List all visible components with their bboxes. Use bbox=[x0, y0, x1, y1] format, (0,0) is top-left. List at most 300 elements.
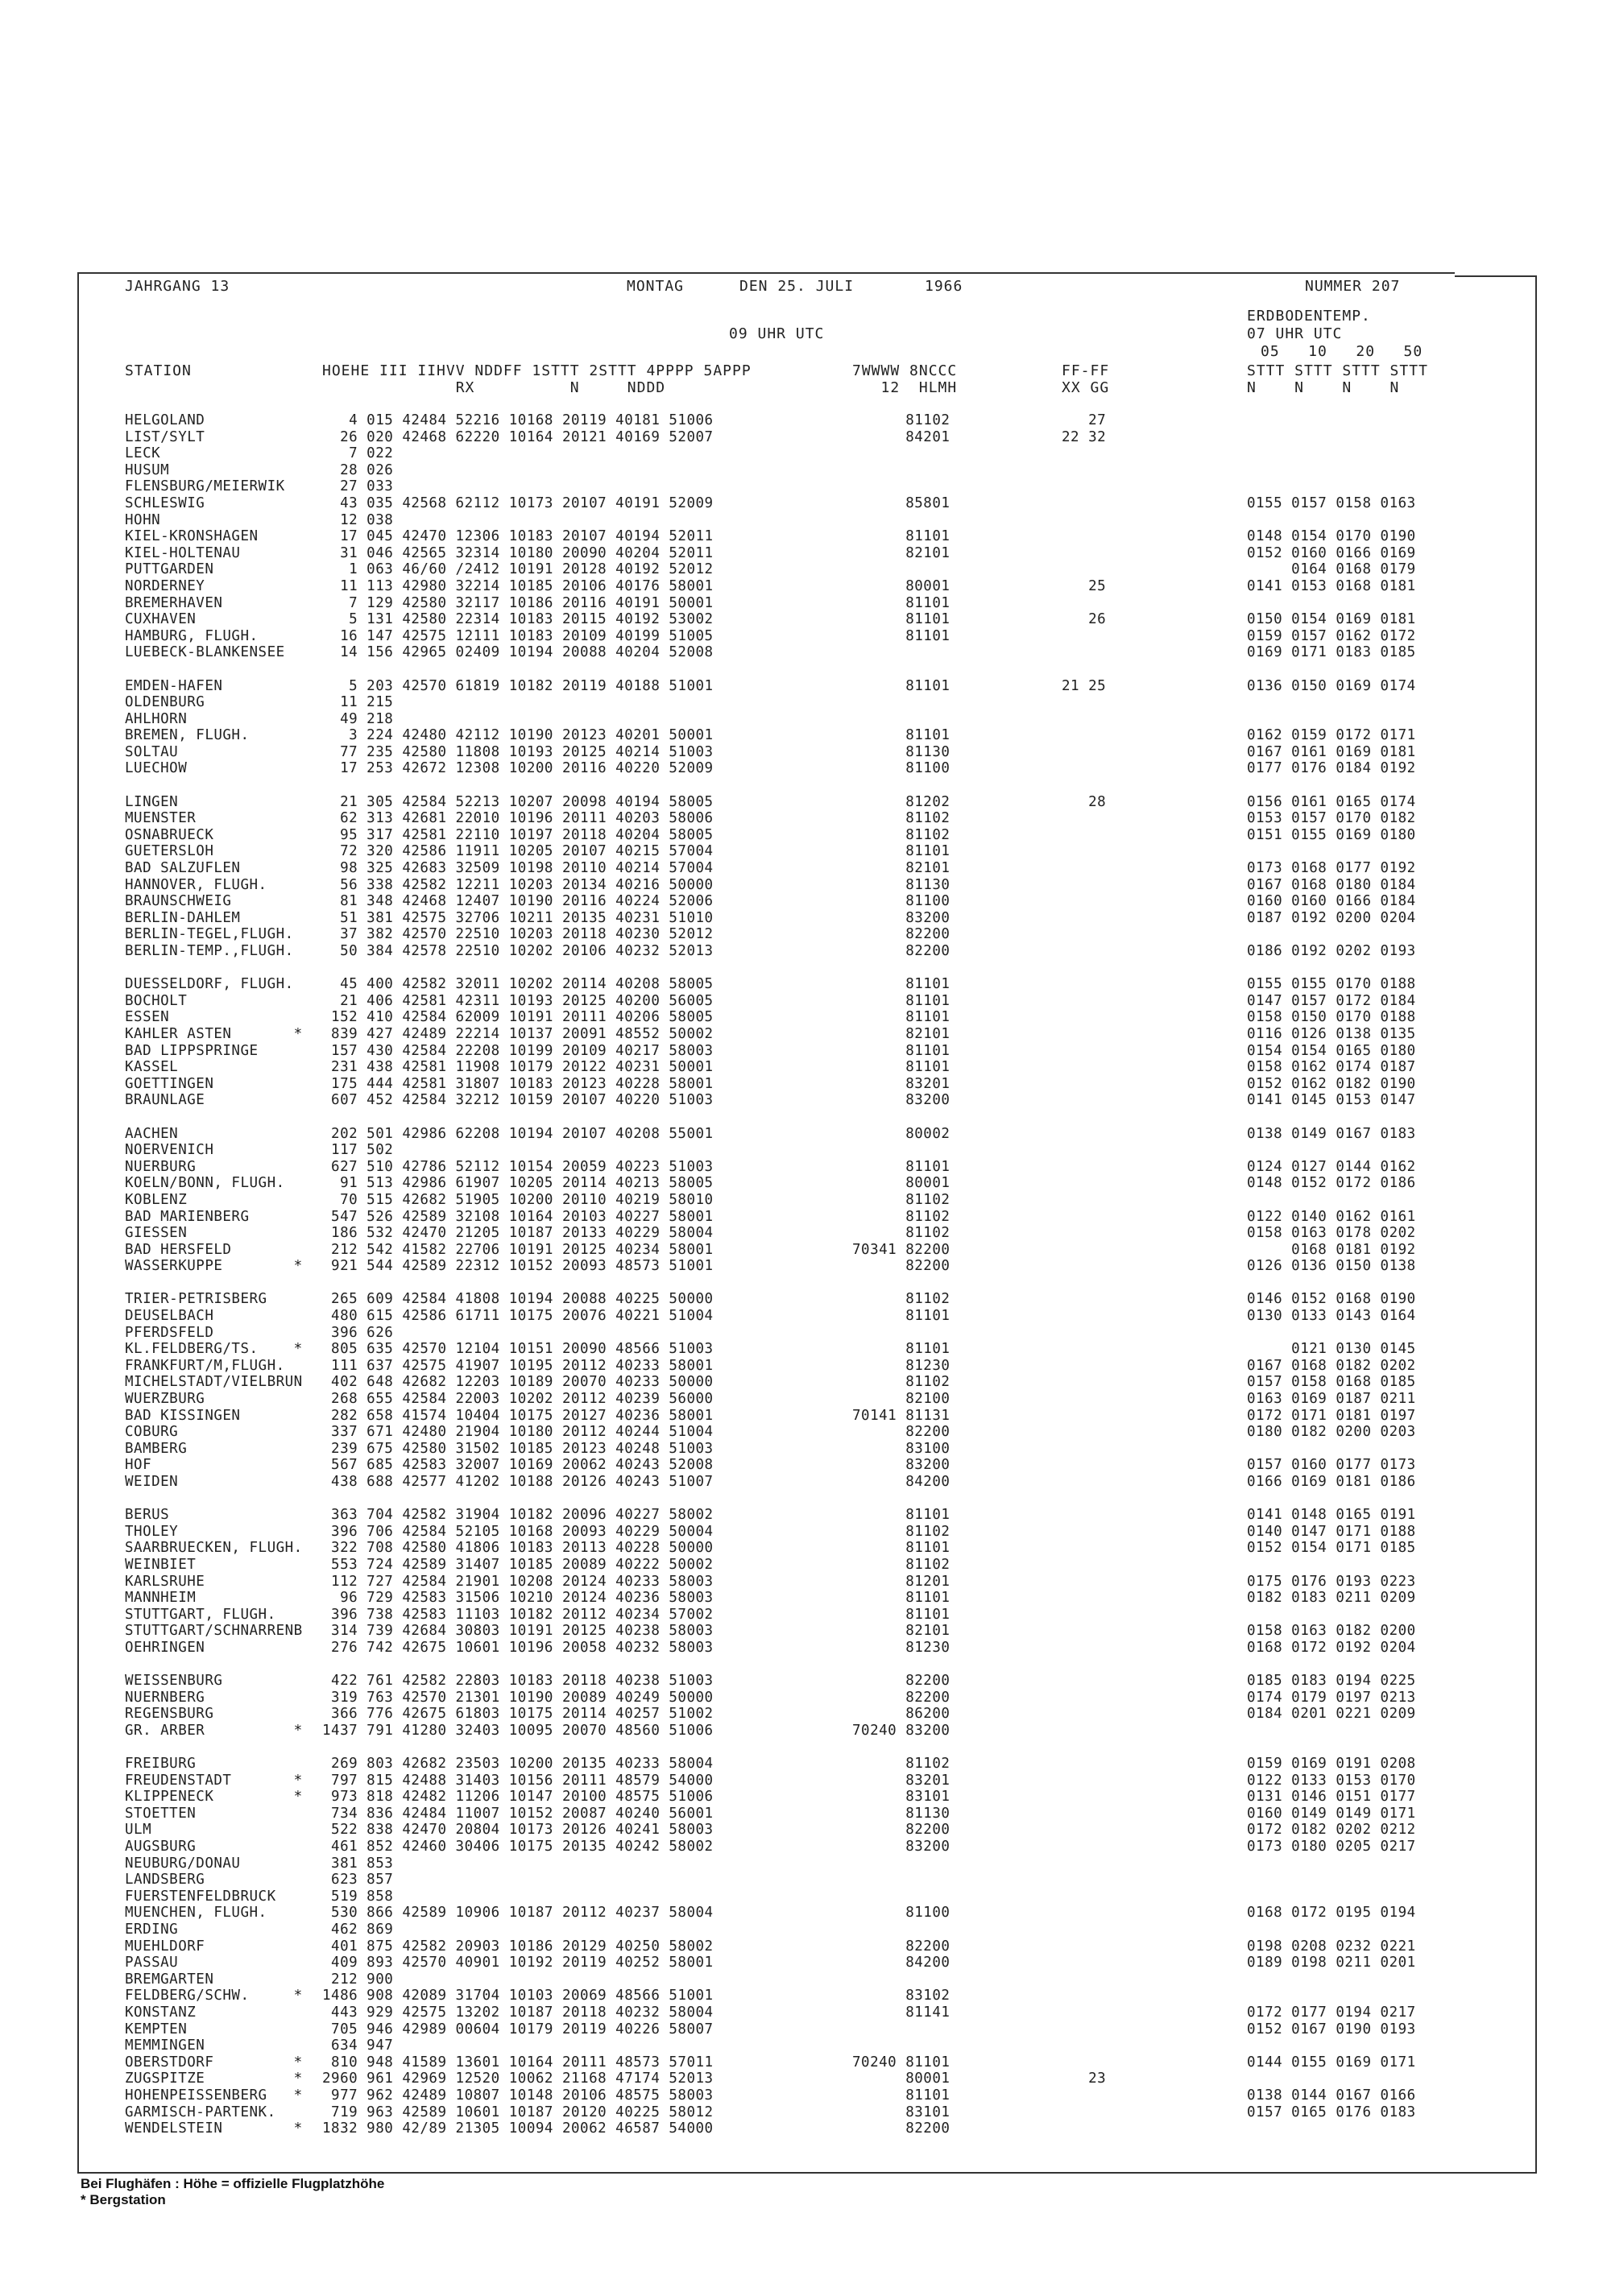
table-row-synop-data: 461 852 42460 30406 10175 20135 40242 58002 bbox=[322, 1839, 714, 1855]
table-row-station-name: BERLIN-TEGEL,FLUGH. bbox=[125, 926, 294, 943]
table-row-weather-group: 81100 bbox=[852, 1905, 950, 1922]
table-row-weather-group: 81141 bbox=[852, 2004, 950, 2021]
table-row-station-name bbox=[125, 1109, 303, 1126]
table-row-weather-group: 83100 bbox=[852, 1440, 950, 1457]
table-row-weather-group: 81101 bbox=[852, 1507, 950, 1524]
table-row-soil-temps: 0168 0172 0195 0194 bbox=[1247, 1905, 1416, 1922]
footnote-mountain-station: * Bergstation bbox=[81, 2192, 166, 2207]
table-row-synop-data: 547 526 42589 32108 10164 20103 40227 58001 bbox=[322, 1208, 714, 1225]
table-row-station-name: MUENCHEN, FLUGH. bbox=[125, 1905, 267, 1922]
table-row-soil-temps: 0158 0150 0170 0188 bbox=[1247, 1009, 1416, 1026]
table-row-wind-gust bbox=[1062, 1242, 1106, 1259]
table-row-weather-group bbox=[852, 1142, 950, 1159]
table-row-soil-temps: 0152 0154 0171 0185 bbox=[1247, 1540, 1416, 1557]
table-row-station-name: KOELN/BONN, FLUGH. bbox=[125, 1175, 285, 1192]
table-row-wind-gust bbox=[1062, 744, 1106, 761]
table-row-weather-group: 81102 bbox=[852, 1291, 950, 1308]
table-row-station-name: BREMEN, FLUGH. bbox=[125, 727, 250, 744]
table-row-station-name: FELDBERG/SCHW. * bbox=[125, 1988, 303, 2004]
table-row-soil-temps: 0186 0192 0202 0193 bbox=[1247, 943, 1416, 959]
table-row-wind-gust bbox=[1062, 1822, 1106, 1839]
table-row-station-name: BOCHOLT bbox=[125, 992, 188, 1009]
table-row-wind-gust bbox=[1062, 1756, 1106, 1773]
table-row-weather-group: 81130 bbox=[852, 1805, 950, 1822]
table-row-station-name: LANDSBERG bbox=[125, 1872, 205, 1889]
weather-group-column bbox=[852, 412, 950, 2137]
table-row-soil-temps: 0148 0152 0172 0186 bbox=[1247, 1175, 1416, 1192]
table-row-station-name: HELGOLAND bbox=[125, 412, 205, 428]
table-row-soil-temps bbox=[1247, 843, 1416, 860]
table-row-synop-data: 322 708 42580 41806 10183 20113 40228 50000 bbox=[322, 1540, 714, 1557]
table-row-station-name: WASSERKUPPE * bbox=[125, 1258, 303, 1275]
main-column-header: HOEHE III IIHVV NDDFF 1STTT 2STTT 4PPPP 5APPP bbox=[322, 362, 752, 379]
table-row-wind-gust bbox=[1062, 2021, 1106, 2038]
table-row-weather-group: 83200 bbox=[852, 1457, 950, 1474]
table-row-weather-group: 81102 bbox=[852, 1756, 950, 1773]
table-row-synop-data: 31 046 42565 32314 10180 20090 40204 52011 bbox=[322, 544, 714, 561]
table-row-synop-data bbox=[322, 1740, 714, 1756]
table-row-station-name: OEHRINGEN bbox=[125, 1639, 205, 1656]
table-row-weather-group: 81101 bbox=[852, 1308, 950, 1325]
table-row-weather-group bbox=[852, 1491, 950, 1508]
table-row-synop-data: 977 962 42489 10807 10148 20106 48575 58003 bbox=[322, 2087, 714, 2104]
table-row-weather-group: 82200 bbox=[852, 1822, 950, 1839]
table-row-soil-temps: 0159 0157 0162 0172 bbox=[1247, 627, 1416, 644]
soil-temperature-column bbox=[1247, 412, 1416, 2137]
table-row-synop-data: 530 866 42589 10906 10187 20112 40237 58004 bbox=[322, 1905, 714, 1922]
table-row-station-name: KONSTANZ bbox=[125, 2004, 197, 2021]
table-row-station-name bbox=[125, 1740, 303, 1756]
table-row-weather-group: 81101 bbox=[852, 1059, 950, 1076]
table-row-wind-gust bbox=[1062, 1325, 1106, 1342]
table-row-weather-group bbox=[852, 1971, 950, 1988]
table-row-station-name: LECK bbox=[125, 445, 161, 462]
table-row-wind-gust bbox=[1062, 910, 1106, 927]
table-row-synop-data bbox=[322, 960, 714, 977]
table-row-synop-data: 973 818 42482 11206 10147 20100 48575 51006 bbox=[322, 1789, 714, 1806]
weather-column-header: 7WWWW 8NCCC bbox=[852, 362, 958, 379]
table-row-soil-temps: 0158 0163 0182 0200 bbox=[1247, 1623, 1416, 1640]
table-row-soil-temps: 0126 0136 0150 0138 bbox=[1247, 1258, 1416, 1275]
table-row-weather-group: 82200 bbox=[852, 926, 950, 943]
table-row-synop-data: 27 033 bbox=[322, 478, 394, 495]
table-row-weather-group: 82200 bbox=[852, 1938, 950, 1955]
table-row-soil-temps bbox=[1247, 1872, 1416, 1889]
table-row-weather-group: 81101 bbox=[852, 1158, 950, 1175]
table-row-synop-data: 7 022 bbox=[322, 445, 394, 462]
table-row-synop-data: 268 655 42584 22003 10202 20112 40239 56000 bbox=[322, 1391, 714, 1408]
table-row-synop-data: 553 724 42589 31407 10185 20089 40222 50002 bbox=[322, 1556, 714, 1573]
table-row-weather-group: 70240 81101 bbox=[852, 2054, 950, 2071]
table-row-soil-temps: 0138 0144 0167 0166 bbox=[1247, 2087, 1416, 2104]
table-row-synop-data: 366 776 42675 61803 10175 20114 40257 51002 bbox=[322, 1706, 714, 1723]
table-row-synop-data: 17 253 42672 12308 10200 20116 40220 52009 bbox=[322, 760, 714, 777]
table-row-weather-group: 81101 bbox=[852, 611, 950, 628]
table-row-wind-gust bbox=[1062, 1457, 1106, 1474]
table-row-weather-group bbox=[852, 661, 950, 678]
table-row-wind-gust bbox=[1062, 1971, 1106, 1988]
table-row-wind-gust: 27 bbox=[1062, 412, 1107, 428]
table-row-station-name: COBURG bbox=[125, 1424, 179, 1441]
table-row-station-name: LUEBECK-BLANKENSEE bbox=[125, 644, 285, 661]
table-row-station-name: PFERDSFELD bbox=[125, 1324, 214, 1341]
table-row-synop-data: 3 224 42480 42112 10190 20123 40201 50001 bbox=[322, 727, 714, 744]
weather-column-subheader: 12 HLMH bbox=[852, 379, 958, 396]
table-row-soil-temps bbox=[1247, 1275, 1416, 1292]
table-row-wind-gust bbox=[1062, 1341, 1106, 1358]
table-row-wind-gust: 21 25 bbox=[1062, 677, 1107, 694]
table-row-wind-gust bbox=[1062, 1773, 1106, 1789]
table-row-weather-group: 81130 bbox=[852, 743, 950, 760]
table-row-weather-group: 81101 bbox=[852, 1590, 950, 1607]
table-row-soil-temps: 0116 0126 0138 0135 bbox=[1247, 1025, 1416, 1042]
table-row-wind-gust: 28 bbox=[1062, 793, 1107, 810]
table-row-station-name bbox=[125, 960, 303, 977]
table-row-station-name: GOETTINGEN bbox=[125, 1075, 214, 1092]
table-row-wind-gust bbox=[1062, 727, 1106, 744]
table-row-synop-data: 50 384 42578 22510 10202 20106 40232 52013 bbox=[322, 943, 714, 959]
table-row-soil-temps bbox=[1247, 445, 1416, 462]
table-row-wind-gust bbox=[1062, 1740, 1106, 1756]
table-row-soil-temps: 0164 0168 0179 bbox=[1247, 561, 1416, 578]
table-row-soil-temps bbox=[1247, 1142, 1416, 1159]
table-row-weather-group: 81101 bbox=[852, 976, 950, 993]
table-row-wind-gust bbox=[1062, 545, 1106, 562]
table-row-weather-group: 81101 bbox=[852, 1042, 950, 1059]
table-row-wind-gust bbox=[1062, 1209, 1106, 1226]
table-row-weather-group bbox=[852, 1657, 950, 1673]
table-row-wind-gust bbox=[1062, 893, 1106, 910]
table-row-synop-data: 212 542 41582 22706 10191 20125 40234 58001 bbox=[322, 1241, 714, 1258]
table-row-weather-group: 86200 bbox=[852, 1706, 950, 1723]
table-row-station-name: BAMBERG bbox=[125, 1440, 188, 1457]
table-row-weather-group: 81101 bbox=[852, 2087, 950, 2104]
table-row-soil-temps: 0198 0208 0232 0221 bbox=[1247, 1938, 1416, 1955]
table-row-wind-gust bbox=[1062, 1723, 1106, 1740]
table-row-soil-temps bbox=[1247, 1855, 1416, 1872]
table-row-wind-gust bbox=[1062, 495, 1106, 512]
table-row-synop-data: 77 235 42580 11808 10193 20125 40214 51003 bbox=[322, 743, 714, 760]
table-row-synop-data: 480 615 42586 61711 10175 20076 40221 51004 bbox=[322, 1308, 714, 1325]
table-row-wind-gust bbox=[1062, 1789, 1106, 1806]
table-row-soil-temps: 0167 0168 0180 0184 bbox=[1247, 876, 1416, 893]
table-row-wind-gust bbox=[1062, 1159, 1106, 1176]
jahrgang-label: JAHRGANG 13 bbox=[125, 278, 230, 295]
table-row-station-name: BERLIN-TEMP.,FLUGH. bbox=[125, 943, 294, 959]
table-row-station-name: PUTTGARDEN bbox=[125, 561, 214, 578]
table-row-wind-gust bbox=[1062, 1408, 1106, 1425]
table-row-station-name: STOETTEN bbox=[125, 1805, 197, 1822]
table-row-wind-gust bbox=[1062, 1374, 1106, 1391]
table-row-soil-temps: 0121 0130 0145 bbox=[1247, 1341, 1416, 1358]
table-row-synop-data: 282 658 41574 10404 10175 20127 40236 58001 bbox=[322, 1407, 714, 1424]
table-row-weather-group: 81102 bbox=[852, 1374, 950, 1391]
table-row-wind-gust bbox=[1062, 827, 1106, 844]
wind-column-header: FF-FF bbox=[1062, 362, 1110, 379]
table-row-weather-group bbox=[852, 711, 950, 728]
table-row-weather-group: 81102 bbox=[852, 1191, 950, 1208]
table-row-station-name: BREMERHAVEN bbox=[125, 594, 223, 611]
table-row-wind-gust bbox=[1062, 993, 1106, 1010]
table-row-weather-group: 80001 bbox=[852, 577, 950, 594]
table-row-station-name: ERDING bbox=[125, 1922, 179, 1938]
table-row-station-name: GIESSEN bbox=[125, 1225, 188, 1242]
table-row-synop-data: 381 853 bbox=[322, 1855, 394, 1872]
table-row-soil-temps: 0185 0183 0194 0225 bbox=[1247, 1673, 1416, 1690]
table-row-station-name: WEISSENBURG bbox=[125, 1673, 223, 1690]
table-row-station-name: WENDELSTEIN * bbox=[125, 2120, 303, 2137]
table-row-synop-data: 81 348 42468 12407 10190 20116 40224 52006 bbox=[322, 893, 714, 910]
table-row-weather-group bbox=[852, 1855, 950, 1872]
table-row-synop-data: 2960 961 42969 12520 10062 21168 47174 52013 bbox=[322, 2071, 714, 2087]
table-row-synop-data: 409 893 42570 40901 10192 20119 40252 58001 bbox=[322, 1955, 714, 1971]
table-row-soil-temps bbox=[1247, 1922, 1416, 1938]
table-row-wind-gust bbox=[1062, 1026, 1106, 1043]
table-row-station-name: MANNHEIM bbox=[125, 1590, 197, 1607]
table-row-synop-data: 1832 980 42/89 21305 10094 20062 46587 54000 bbox=[322, 2120, 714, 2137]
table-row-soil-temps: 0130 0133 0143 0164 bbox=[1247, 1308, 1416, 1325]
table-row-wind-gust: 23 bbox=[1062, 2071, 1107, 2087]
table-row-weather-group: 82200 bbox=[852, 1689, 950, 1706]
table-row-synop-data: 112 727 42584 21901 10208 20124 40233 58003 bbox=[322, 1573, 714, 1590]
table-row-soil-temps: 0141 0148 0165 0191 bbox=[1247, 1507, 1416, 1524]
table-row-soil-temps: 0172 0182 0202 0212 bbox=[1247, 1822, 1416, 1839]
table-row-station-name bbox=[125, 1657, 303, 1673]
issue-number: NUMMER 207 bbox=[1305, 278, 1401, 295]
table-row-wind-gust bbox=[1062, 1938, 1106, 1955]
table-row-wind-gust bbox=[1062, 960, 1106, 977]
table-row-synop-data: 319 763 42570 21301 10190 20089 40249 50000 bbox=[322, 1689, 714, 1706]
table-row-synop-data: 175 444 42581 31807 10183 20123 40228 58001 bbox=[322, 1075, 714, 1092]
table-row-synop-data: 202 501 42986 62208 10194 20107 40208 55001 bbox=[322, 1125, 714, 1142]
table-row-synop-data: 522 838 42470 20804 10173 20126 40241 58003 bbox=[322, 1822, 714, 1839]
table-row-soil-temps: 0184 0201 0221 0209 bbox=[1247, 1706, 1416, 1723]
table-row-synop-data: 567 685 42583 32007 10169 20062 40243 52008 bbox=[322, 1457, 714, 1474]
table-row-wind-gust bbox=[1062, 1607, 1106, 1624]
table-row-synop-data bbox=[322, 1491, 714, 1508]
table-row-synop-data: 152 410 42584 62009 10191 20111 40206 58005 bbox=[322, 1009, 714, 1026]
table-row-weather-group: 84200 bbox=[852, 1474, 950, 1490]
table-row-weather-group: 85801 bbox=[852, 494, 950, 511]
table-row-weather-group: 83200 bbox=[852, 1839, 950, 1855]
table-row-wind-gust bbox=[1062, 777, 1106, 794]
table-row-synop-data: 21 406 42581 42311 10193 20125 40200 56005 bbox=[322, 992, 714, 1009]
table-row-soil-temps: 0152 0167 0190 0193 bbox=[1247, 2021, 1416, 2037]
table-row-wind-gust bbox=[1062, 1258, 1106, 1275]
table-row-wind-gust bbox=[1062, 2104, 1106, 2121]
table-row-synop-data: 17 045 42470 12306 10183 20107 40194 52011 bbox=[322, 528, 714, 545]
table-row-synop-data: 186 532 42470 21205 10187 20133 40229 58004 bbox=[322, 1225, 714, 1242]
wind-column-subheader: XX GG bbox=[1062, 379, 1110, 396]
table-row-station-name: AUGSBURG bbox=[125, 1839, 197, 1855]
table-row-soil-temps: 0162 0159 0172 0171 bbox=[1247, 727, 1416, 744]
table-row-station-name: ULM bbox=[125, 1822, 152, 1839]
table-row-wind-gust bbox=[1062, 1540, 1106, 1557]
table-row-synop-data: 95 317 42581 22110 10197 20118 40204 58005 bbox=[322, 826, 714, 843]
table-row-station-name: MEMMINGEN bbox=[125, 2037, 205, 2054]
table-row-synop-data: 37 382 42570 22510 10203 20118 40230 52012 bbox=[322, 926, 714, 943]
table-row-soil-temps bbox=[1247, 1889, 1416, 1905]
table-row-weather-group: 81101 bbox=[852, 528, 950, 545]
table-row-wind-gust bbox=[1062, 1955, 1106, 1971]
year-label: 1966 bbox=[925, 278, 963, 295]
table-row-station-name: KL.FELDBERG/TS. * bbox=[125, 1341, 303, 1358]
table-row-synop-data: 212 900 bbox=[322, 1971, 394, 1988]
table-row-soil-temps bbox=[1247, 661, 1416, 678]
table-row-station-name: WEINBIET bbox=[125, 1556, 197, 1573]
table-row-weather-group: 80001 bbox=[852, 2071, 950, 2087]
table-row-synop-data: 921 544 42589 22312 10152 20093 48573 51001 bbox=[322, 1258, 714, 1275]
table-row-soil-temps: 0167 0168 0182 0202 bbox=[1247, 1357, 1416, 1374]
table-row-weather-group: 81230 bbox=[852, 1639, 950, 1656]
table-row-soil-temps: 0158 0163 0178 0202 bbox=[1247, 1225, 1416, 1242]
table-row-wind-gust bbox=[1062, 711, 1106, 728]
table-row-soil-temps bbox=[1247, 777, 1416, 794]
table-row-station-name: SOLTAU bbox=[125, 743, 179, 760]
table-row-wind-gust bbox=[1062, 1059, 1106, 1076]
table-row-wind-gust bbox=[1062, 478, 1106, 495]
table-row-soil-temps bbox=[1247, 1988, 1416, 2004]
table-row-weather-group: 81201 bbox=[852, 1573, 950, 1590]
table-row-wind-gust bbox=[1062, 1889, 1106, 1905]
table-row-station-name: FLENSBURG/MEIERWIK bbox=[125, 478, 285, 495]
table-row-station-name: HOF bbox=[125, 1457, 152, 1474]
table-row-weather-group: 83200 bbox=[852, 909, 950, 926]
table-row-weather-group: 81101 bbox=[852, 727, 950, 744]
table-row-weather-group: 81101 bbox=[852, 1606, 950, 1623]
soil-temp-title: ERDBODENTEMP. bbox=[1247, 308, 1371, 325]
table-row-weather-group: 81101 bbox=[852, 1341, 950, 1358]
table-row-synop-data: 462 869 bbox=[322, 1922, 394, 1938]
table-row-soil-temps: 0122 0133 0153 0170 bbox=[1247, 1772, 1416, 1789]
table-row-synop-data: 62 313 42681 22010 10196 20111 40203 58006 bbox=[322, 810, 714, 827]
soil-column-header: STTT STTT STTT STTT bbox=[1247, 362, 1428, 379]
table-row-weather-group: 81100 bbox=[852, 893, 950, 910]
table-row-wind-gust bbox=[1062, 860, 1106, 877]
table-row-weather-group bbox=[852, 561, 950, 578]
table-row-soil-temps: 0131 0146 0151 0177 bbox=[1247, 1789, 1416, 1806]
table-row-soil-temps: 0160 0149 0149 0171 bbox=[1247, 1805, 1416, 1822]
table-row-wind-gust bbox=[1062, 1922, 1106, 1938]
table-row-synop-data: 28 026 bbox=[322, 461, 394, 478]
table-row-station-name: SCHLESWIG bbox=[125, 494, 205, 511]
table-row-soil-temps: 0175 0176 0193 0223 bbox=[1247, 1573, 1416, 1590]
table-row-wind-gust bbox=[1062, 1142, 1106, 1159]
table-row-synop-data bbox=[322, 1657, 714, 1673]
left-rule bbox=[77, 272, 79, 2173]
table-row-synop-data: 396 706 42584 52105 10168 20093 40229 50004 bbox=[322, 1523, 714, 1540]
date-label: DEN 25. JULI bbox=[739, 278, 855, 295]
table-row-wind-gust bbox=[1062, 1557, 1106, 1574]
table-row-soil-temps: 0124 0127 0144 0162 bbox=[1247, 1158, 1416, 1175]
table-row-synop-data: 12 038 bbox=[322, 511, 394, 528]
table-row-weather-group: 81102 bbox=[852, 1225, 950, 1242]
table-row-soil-temps bbox=[1247, 595, 1416, 612]
table-row-soil-temps: 0174 0179 0197 0213 bbox=[1247, 1689, 1416, 1706]
table-row-weather-group: 81101 bbox=[852, 594, 950, 611]
table-row-station-name: FREIBURG bbox=[125, 1756, 197, 1773]
table-row-station-name: NUERNBERG bbox=[125, 1689, 205, 1706]
table-row-station-name: FREUDENSTADT * bbox=[125, 1772, 303, 1789]
table-row-synop-data: 363 704 42582 31904 10182 20096 40227 58002 bbox=[322, 1507, 714, 1524]
table-row-synop-data: 634 947 bbox=[322, 2037, 394, 2054]
table-row-soil-temps: 0173 0180 0205 0217 bbox=[1247, 1839, 1416, 1855]
table-row-wind-gust bbox=[1062, 2087, 1106, 2104]
table-row-soil-temps: 0140 0147 0171 0188 bbox=[1247, 1523, 1416, 1540]
table-row-synop-data: 5 203 42570 61819 10182 20119 40188 51001 bbox=[322, 677, 714, 694]
table-row-station-name: WUERZBURG bbox=[125, 1391, 205, 1408]
table-row-wind-gust: 26 bbox=[1062, 611, 1107, 628]
table-row-synop-data: 269 803 42682 23503 10200 20135 40233 58004 bbox=[322, 1756, 714, 1773]
table-row-weather-group: 82100 bbox=[852, 1391, 950, 1408]
table-row-station-name bbox=[125, 661, 303, 678]
table-row-weather-group: 83201 bbox=[852, 1075, 950, 1092]
table-row-synop-data: 239 675 42580 31502 10185 20123 40248 51003 bbox=[322, 1440, 714, 1457]
table-row-soil-temps: 0155 0155 0170 0188 bbox=[1247, 976, 1416, 993]
table-row-wind-gust bbox=[1062, 2120, 1106, 2137]
table-row-weather-group bbox=[852, 1740, 950, 1756]
table-row-synop-data: 98 325 42683 32509 10198 20110 40214 57004 bbox=[322, 860, 714, 877]
table-row-weather-group: 82101 bbox=[852, 860, 950, 877]
table-row-station-name: SAARBRUECKEN, FLUGH. bbox=[125, 1540, 303, 1557]
table-row-wind-gust bbox=[1062, 1690, 1106, 1706]
table-row-wind-gust bbox=[1062, 462, 1106, 479]
table-row-station-name: KIEL-HOLTENAU bbox=[125, 544, 241, 561]
table-row-synop-data: 265 609 42584 41808 10194 20088 40225 50000 bbox=[322, 1291, 714, 1308]
table-row-weather-group: 83101 bbox=[852, 1789, 950, 1806]
table-row-station-name: DEUSELBACH bbox=[125, 1308, 214, 1325]
table-row-soil-temps: 0189 0198 0211 0201 bbox=[1247, 1955, 1416, 1971]
table-row-station-name: MUEHLDORF bbox=[125, 1938, 205, 1955]
table-row-wind-gust bbox=[1062, 1308, 1106, 1325]
table-row-synop-data: 91 513 42986 61907 10205 20114 40213 58005 bbox=[322, 1175, 714, 1192]
table-row-weather-group bbox=[852, 462, 950, 479]
table-row-soil-temps: 0157 0158 0168 0185 bbox=[1247, 1374, 1416, 1391]
table-row-wind-gust bbox=[1062, 877, 1106, 894]
table-row-wind-gust bbox=[1062, 1491, 1106, 1508]
table-row-wind-gust bbox=[1062, 1009, 1106, 1026]
table-row-wind-gust bbox=[1062, 2004, 1106, 2021]
table-row-wind-gust bbox=[1062, 661, 1106, 678]
table-row-synop-data bbox=[322, 1275, 714, 1292]
table-row-station-name: GUETERSLOH bbox=[125, 843, 214, 860]
table-row-synop-data: 117 502 bbox=[322, 1142, 394, 1159]
table-row-weather-group: 81101 bbox=[852, 677, 950, 694]
table-row-soil-temps: 0159 0169 0191 0208 bbox=[1247, 1756, 1416, 1773]
table-row-weather-group bbox=[852, 1325, 950, 1342]
table-row-weather-group: 82101 bbox=[852, 1623, 950, 1640]
table-row-soil-temps: 0136 0150 0169 0174 bbox=[1247, 677, 1416, 694]
table-row-wind-gust bbox=[1062, 1574, 1106, 1591]
table-row-soil-temps: 0163 0169 0187 0211 bbox=[1247, 1391, 1416, 1408]
table-row-station-name bbox=[125, 1491, 303, 1508]
table-row-soil-temps: 0147 0157 0172 0184 bbox=[1247, 992, 1416, 1009]
table-row-weather-group: 81202 bbox=[852, 793, 950, 810]
table-row-soil-temps bbox=[1247, 2071, 1416, 2087]
table-row-station-name: STUTTGART, FLUGH. bbox=[125, 1606, 276, 1623]
table-row-soil-temps bbox=[1247, 711, 1416, 728]
table-row-synop-data: 519 858 bbox=[322, 1888, 394, 1905]
table-row-soil-temps: 0180 0182 0200 0203 bbox=[1247, 1424, 1416, 1441]
table-row-synop-data: 7 129 42580 32117 10186 20116 40191 50001 bbox=[322, 594, 714, 611]
table-row-weather-group: 81230 bbox=[852, 1357, 950, 1374]
table-row-wind-gust bbox=[1062, 1441, 1106, 1458]
table-row-synop-data: 56 338 42582 12211 10203 20134 40216 50000 bbox=[322, 876, 714, 893]
table-row-soil-temps: 0146 0152 0168 0190 bbox=[1247, 1291, 1416, 1308]
table-row-soil-temps: 0152 0162 0182 0190 bbox=[1247, 1075, 1416, 1092]
table-row-wind-gust bbox=[1062, 843, 1106, 860]
table-row-synop-data: 734 836 42484 11007 10152 20087 40240 56001 bbox=[322, 1805, 714, 1822]
